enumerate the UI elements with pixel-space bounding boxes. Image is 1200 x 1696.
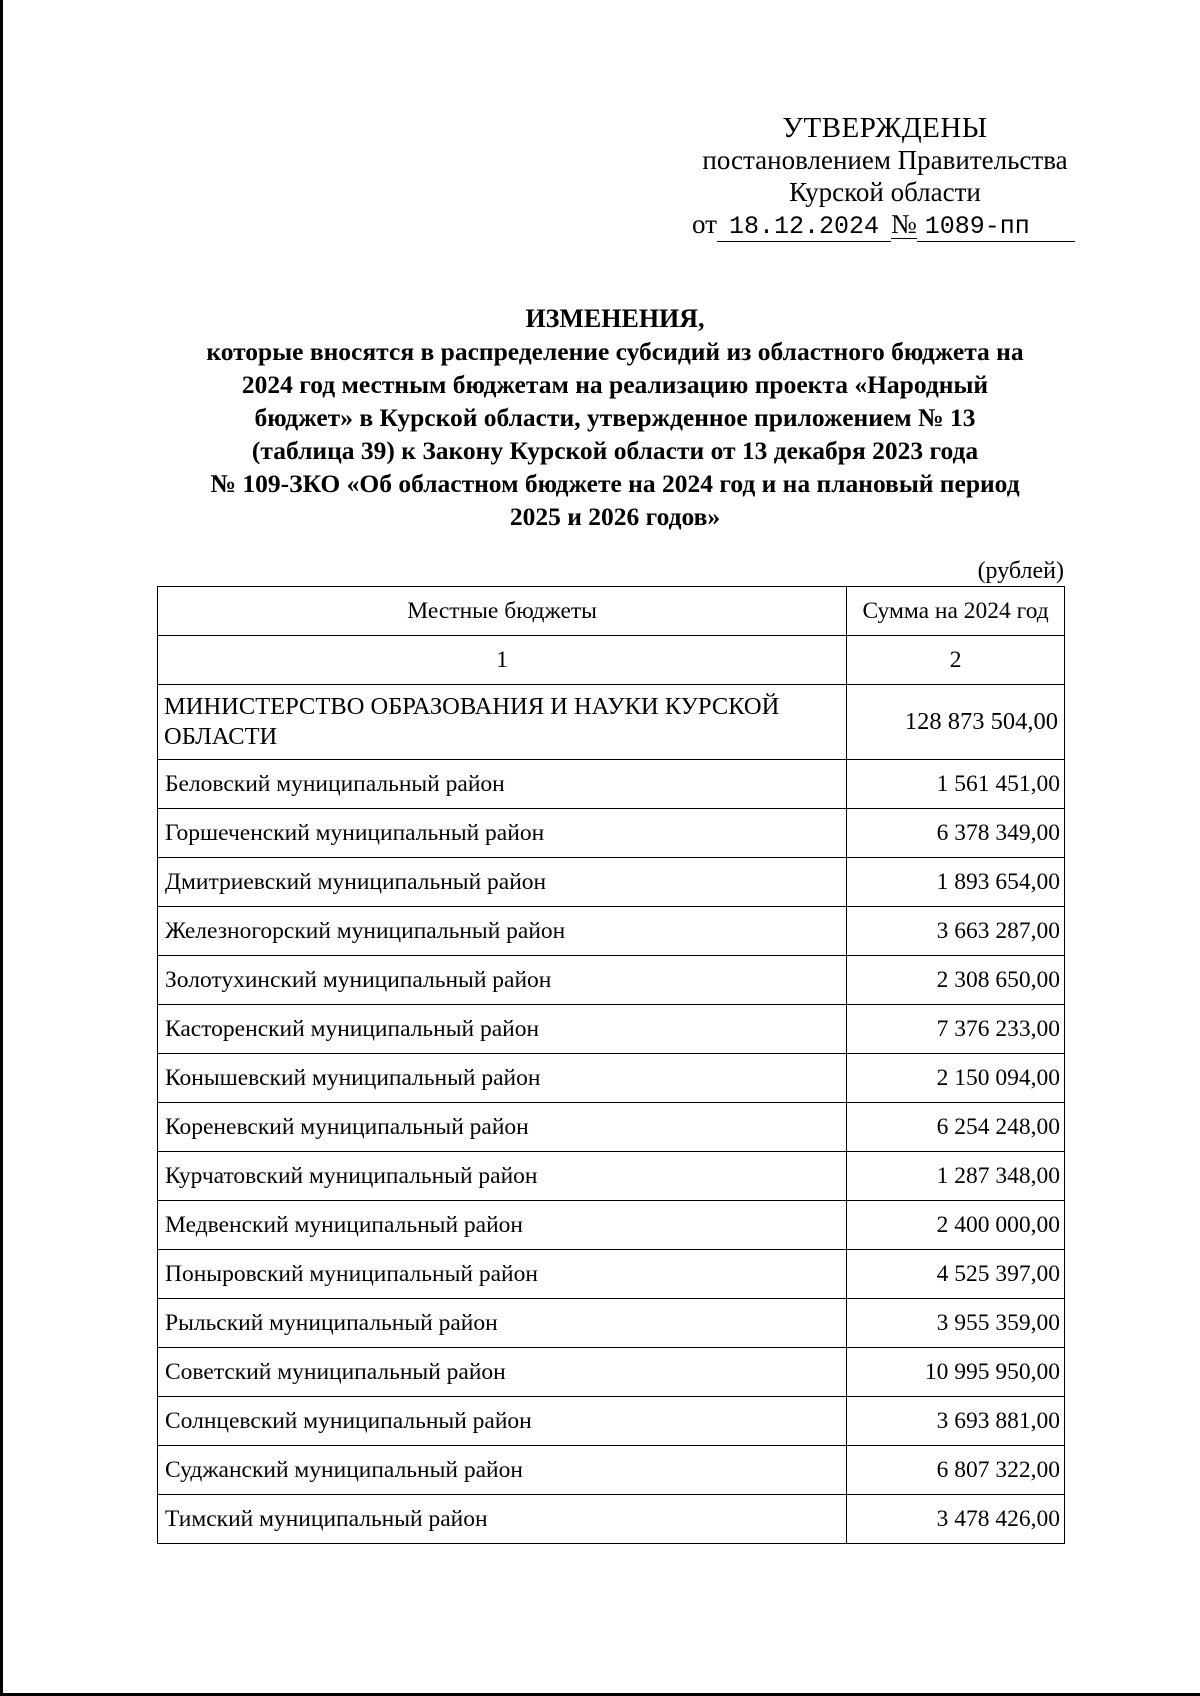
district-name: Суджанский муниципальный район: [158, 1446, 847, 1495]
approval-line-1: постановлением Правительства: [702, 145, 1068, 175]
approval-date: 18.12.2024: [717, 213, 891, 242]
table-row: [158, 1397, 1065, 1446]
heading-line: № 109-ЗКО «Об областном бюджете на 2024 год и на плановый период: [210, 469, 1020, 498]
district-name: Касторенский муниципальный район: [158, 1005, 847, 1054]
district-name: Конышевский муниципальный район: [158, 1054, 847, 1103]
district-amount: 1 893 654,00: [847, 858, 1065, 907]
table-header-row: [158, 587, 1065, 636]
table-row: [158, 1250, 1065, 1299]
number-sign: №: [890, 209, 917, 239]
district-name: Дмитриевский муниципальный район: [158, 858, 847, 907]
heading-line: 2025 и 2026 годов»: [509, 502, 721, 531]
header-amount-2024: Сумма на 2024 год: [847, 587, 1065, 636]
table-row: [158, 956, 1065, 1005]
ministry-name: МИНИСТЕРСТВО ОБРАЗОВАНИЯ И НАУКИ КУРСКОЙ ОБЛАСТИ: [158, 685, 847, 760]
district-name: Беловский муниципальный район: [158, 760, 847, 809]
district-name: Поныровский муниципальный район: [158, 1250, 847, 1299]
district-name: Железногорский муниципальный район: [158, 907, 847, 956]
approval-block: [690, 112, 1080, 242]
table-row: [158, 1054, 1065, 1103]
heading-line: 2024 год местным бюджетам на реализацию проекта «Народный: [241, 370, 989, 399]
heading-line: которые вносятся в распределение субсидий из областного бюджета на: [206, 337, 1024, 366]
district-name: Советский муниципальный район: [158, 1348, 847, 1397]
page-border-left: [0, 0, 3, 1696]
document-heading: [150, 302, 1080, 533]
table-row: [158, 1005, 1065, 1054]
district-name: Золотухинский муниципальный район: [158, 956, 847, 1005]
district-amount: 1 287 348,00: [847, 1152, 1065, 1201]
table-row: [158, 1103, 1065, 1152]
budget-table: [157, 586, 1065, 1544]
district-amount: 10 995 950,00: [847, 1348, 1065, 1397]
approval-date-line: [690, 208, 1080, 242]
table-row: [158, 1152, 1065, 1201]
heading-line: (таблица 39) к Закону Курской области от 13 декабря 2023 года: [251, 436, 979, 465]
district-amount: 3 693 881,00: [847, 1397, 1065, 1446]
column-number-2: 2: [847, 636, 1065, 685]
table-row: [158, 907, 1065, 956]
district-name: Рыльский муниципальный район: [158, 1299, 847, 1348]
district-amount: 3 663 287,00: [847, 907, 1065, 956]
table-row: [158, 1495, 1065, 1544]
district-amount: 1 561 451,00: [847, 760, 1065, 809]
approval-line-2: Курской области: [789, 177, 981, 207]
date-prefix: от: [692, 209, 717, 239]
ministry-row: [158, 685, 1065, 760]
district-amount: 2 400 000,00: [847, 1201, 1065, 1250]
district-amount: 3 478 426,00: [847, 1495, 1065, 1544]
header-local-budgets: Местные бюджеты: [158, 587, 847, 636]
column-number-1: 1: [158, 636, 847, 685]
approval-title: УТВЕРЖДЕНЫ: [782, 112, 988, 144]
district-amount: 2 308 650,00: [847, 956, 1065, 1005]
district-amount: 6 378 349,00: [847, 809, 1065, 858]
table-row: [158, 1201, 1065, 1250]
heading-line: бюджет» в Курской области, утвержденное приложением № 13: [254, 403, 976, 432]
approval-number: 1089-пп: [917, 213, 1075, 242]
table-row: [158, 1446, 1065, 1495]
ministry-amount: 128 873 504,00: [847, 685, 1065, 760]
table-row: [158, 858, 1065, 907]
units-label: (рублей): [977, 558, 1064, 584]
district-name: Тимский муниципальный район: [158, 1495, 847, 1544]
table-row: [158, 760, 1065, 809]
district-amount: 4 525 397,00: [847, 1250, 1065, 1299]
column-number-row: [158, 636, 1065, 685]
table-row: [158, 1299, 1065, 1348]
district-name: Кореневский муниципальный район: [158, 1103, 847, 1152]
heading-title: ИЗМЕНЕНИЯ,: [525, 304, 705, 333]
district-amount: 6 807 322,00: [847, 1446, 1065, 1495]
district-amount: 6 254 248,00: [847, 1103, 1065, 1152]
district-amount: 3 955 359,00: [847, 1299, 1065, 1348]
table-row: [158, 809, 1065, 858]
district-name: Горшеченский муниципальный район: [158, 809, 847, 858]
district-amount: 2 150 094,00: [847, 1054, 1065, 1103]
district-name: Медвенский муниципальный район: [158, 1201, 847, 1250]
table-row: [158, 1348, 1065, 1397]
district-name: Солнцевский муниципальный район: [158, 1397, 847, 1446]
district-amount: 7 376 233,00: [847, 1005, 1065, 1054]
district-name: Курчатовский муниципальный район: [158, 1152, 847, 1201]
